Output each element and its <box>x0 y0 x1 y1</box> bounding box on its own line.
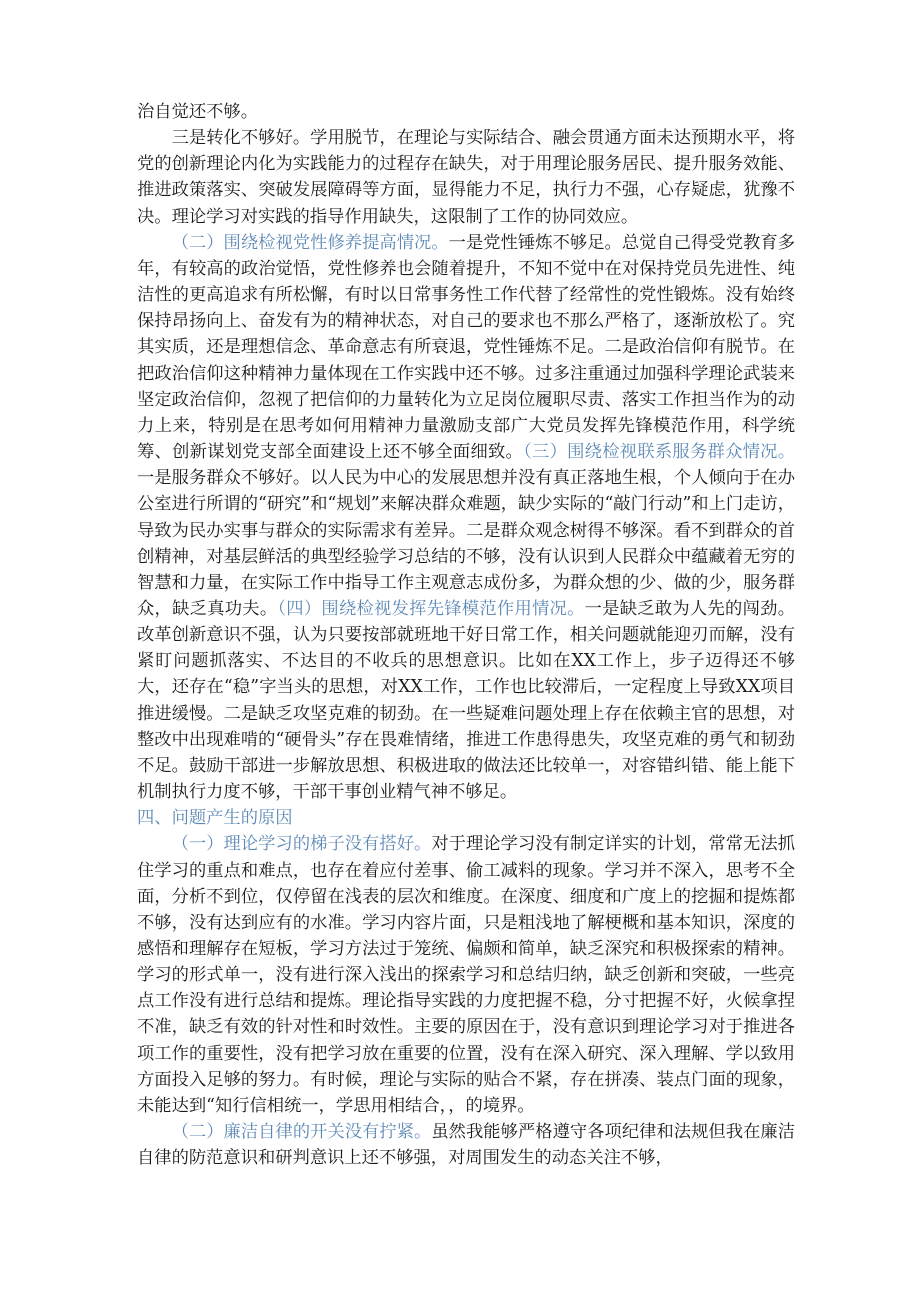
section-heading-integrity: （二）廉洁自律的开关没有拧紧。 <box>171 1122 432 1143</box>
paragraph-transformation: 三是转化不够好。学用脱节，在理论与实际结合、融会贯通方面未达预期水平，将党的创新理论内化为实践能力的过程存在缺失，对于用理论服务居民、提升服务效能、推进政策落实、突破发展障碍等方面，显得能力不足，执行力不强，心存疑虑，犹豫不决。理论学习对实践的指导作用缺失，这限制了工作的协同效应。 <box>137 128 795 227</box>
paragraph-continuation: 治自觉还不够。 <box>137 102 258 122</box>
section-text-serving-masses: 一是服务群众不够好。以人民为中心的发展思想并没有真正落地生根，个人倾向于在办公室进行所谓的“研究”和“规划”来解决群众难题，缺少实际的“敲门行动”和上门走访，导致为民办实事与群众的实际需求有差异。二是群众观念树得不够深。看不到群众的首创精神，对基层鲜活的典型经验学习总结的不够，没有认识到人民群众中蕴藏着无穷的智慧和力量，在实际工作中指导工作主观意志成份多，为群众想的少、做的少，服务群众，缺乏真功夫。 <box>137 468 795 619</box>
section-heading-vanguard-role: （四）围绕检视发挥先锋模范作用情况。 <box>277 598 585 619</box>
section-text-theory-study: 对于理论学习没有制定详实的计划，常常无法抓住学习的重点和难点，也存在着应付差事、偷工减料的现象。学习并不深入，思考不全面，分析不到位，仅停留在浅表的层次和维度。在深度、细度和广度上的挖掘和提炼都不够，没有达到应有的水准。学习内容片面，只是粗浅地了解梗概和基本知识，深度的感悟和理解存在短板，学习方法过于笼统、偏颇和简单，缺乏深究和积极探索的精神。学习的形式单一，没有进行深入浅出的探索学习和总结归纳，缺乏创新和突破，一些亮点工作没有进行总结和提炼。理论指导实践的力度把握不稳，分寸把握不好，火候拿捏不准，缺乏有效的针对性和时效性。主要的原因在于，没有意识到理论学习对于推进各项工作的重要性，没有把学习放在重要的位置，没有在深入研究、深入理解、学以致用方面投入足够的努力。有时候，理论与实际的贴合不紧，存在拼凑、装点门面的现象，未能达到“知行信相统一，学思用相结合，，的境界。 <box>137 834 795 1116</box>
section-text-integrity: 虽然我能够严格遵守各项纪律和法规但我在廉洁自律的防范意识和研判意识上还不够强，对周围发生的动态关注不够， <box>137 1122 795 1169</box>
section-heading-theory-study: （一）理论学习的梯子没有搭好。 <box>171 834 432 855</box>
chapter-heading-causes: 四、问题产生的原因 <box>137 808 293 829</box>
section-heading-serving-masses: （三）围绕检视联系服务群众情况。 <box>523 442 795 463</box>
paragraph-theory-study <box>137 831 795 1119</box>
section-heading-party-cultivation: （二）围绕检视党性修养提高情况。 <box>171 232 449 253</box>
section-text-party-cultivation: 一是党性锤炼不够足。总觉自己得受党教育多年，有较高的政治觉悟，党性修养也会随着提升，不知不觉中在对保持党员先进性、纯洁性的更高追求有所松懈，有时以日常事务性工作代替了经常性的党性锻炼。没有始终保持昂扬向上、奋发有为的精神状态，对自己的要求也不那么严格了，逐渐放松了。究其实质，还是理想信念、革命意志有所衰退，党性锤炼不足。二是政治信仰有脱节。在把政治信仰这种精神力量体现在工作实践中还不够。过多注重通过加强科学理论武装来坚定政治信仰，忽视了把信仰的力量转化为立足岗位履职尽责、落实工作担当作为的动力上来，特别是在思考如何用精神力量激励支部广大党员发挥先锋模范作用，科学统筹、创新谋划党支部全面建设上还不够全面细致。 <box>137 232 795 463</box>
paragraph-inspection-sections <box>137 230 795 805</box>
document-body <box>137 99 795 1171</box>
paragraph-integrity <box>137 1119 795 1171</box>
section-text-vanguard-role: 一是缺乏敢为人先的闯劲。改革创新意识不强，认为只要按部就班地干好日常工作，相关问题就能迎刃而解，没有紧盯问题抓落实、不达目的不收兵的思想意识。比如在XX工作上，步子迈得还不够大，还存在“稳”字当头的思想，对XX工作，工作也比较滞后，一定程度上导致XX项目推进缓慢。二是缺乏攻坚克难的韧劲。在一些疑难问题处理上存在依赖主官的思想，对整改中出现难啃的“硬骨头”存在畏难情绪，推进工作患得患失，攻坚克难的勇气和韧劲不足。鼓励干部进一步解放思想、积极进取的做法还比较单一，对容错纠错、能上能下机制执行力度不够，干部干事创业精气神不够足。 <box>137 598 795 803</box>
